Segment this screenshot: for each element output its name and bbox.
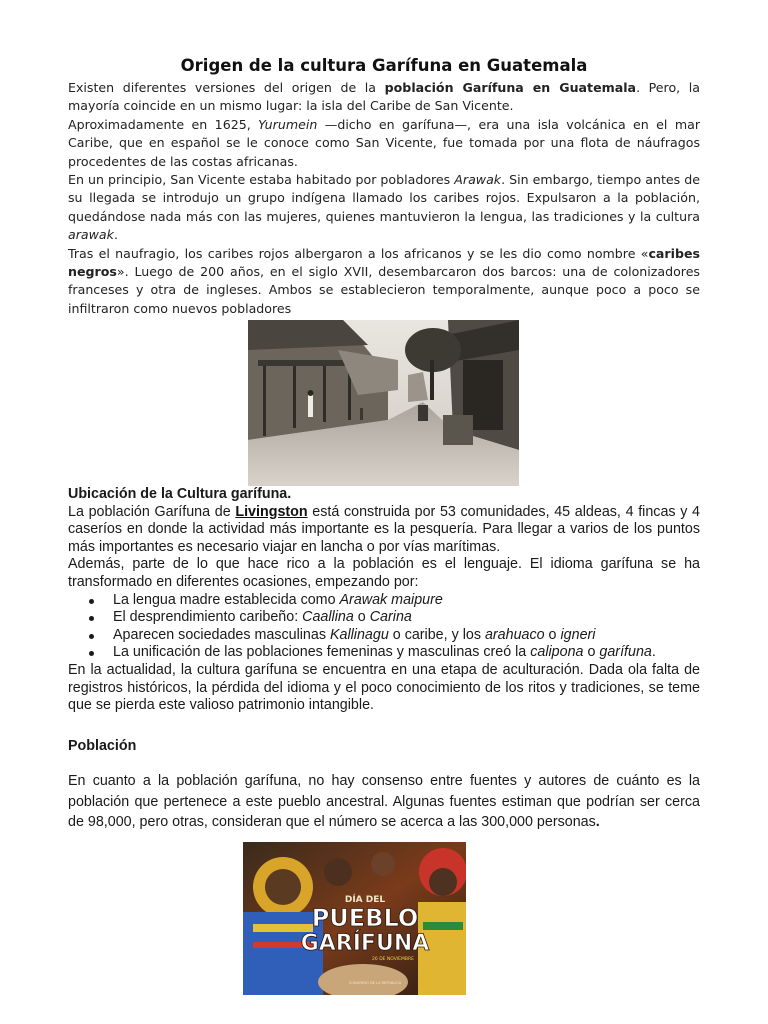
intro-paragraph-4: Tras el naufragio, los caribes rojos albergaron a los africanos y se les dio como nombre «caribes negros». Luego de 200 años, en el siglo XVII, desembarcaron dos barcos: una de colonizadores franceses y otra de ingleses. Ambos se establecieron temporalmente, aunque poco a poco se infiltraron como nuevos pobladores	[68, 245, 700, 316]
intro-section	[68, 79, 700, 318]
poster-date-text: 26 DE NOVIEMBRE	[372, 957, 414, 962]
section-heading-ubicacion: Ubicación de la Cultura garífuna.	[68, 486, 292, 502]
bullet-icon	[89, 634, 94, 639]
ubicacion-paragraph-2: Además, parte de lo que hace rico a la población es el lenguaje. El idioma garífuna se ha transformado en diferentes ocasiones, empezando por:	[68, 556, 700, 590]
italic-term: arawak	[68, 227, 114, 243]
ubicacion-section	[68, 486, 700, 715]
bullet-icon	[89, 651, 94, 656]
poster-pueblo-text: PUEBLO	[311, 904, 419, 932]
poster-day-text: DÍA DEL	[344, 895, 386, 905]
poblacion-paragraph: En cuanto a la población garífuna, no hay consenso entre fuentes y autores de cuánto es la población que pertenece a este pueblo ancestral. Algunas fuentes estiman que podrían ser cerca de 98,000, pero otras, consideran que el número se acerca a las 300,000 personas.	[68, 773, 700, 830]
intro-paragraph-1: Existen diferentes versiones del origen de la población Garífuna en Guatemala. Pero, la mayoría coincide en un mismo lugar: la isla del Caribe de San Vicente.	[68, 80, 700, 114]
pueblo-garifuna-poster	[243, 842, 466, 995]
ubicacion-paragraph-1: La población Garífuna de Livingston está construida por 53 comunidades, 45 aldeas, 4 fincas y 4 caseríos en donde la actividad más importante es la pesquería. Para llegar a varios de los puntos más importantes es necesario viajar en lancha o por vías marítimas.	[68, 503, 700, 555]
poster-garifuna-text: GARÍFUNA	[300, 931, 430, 956]
bullet-icon	[89, 616, 94, 621]
list-item: La unificación de las poblaciones femeninas y masculinas creó la calipona o garífuna.	[113, 644, 700, 662]
section-heading-poblacion: Población	[68, 738, 137, 754]
bullet-icon	[89, 599, 94, 604]
list-item: Aparecen sociedades masculinas Kallinagu o caribe, y los arahuaco o igneri	[113, 627, 700, 645]
list-item: El desprendimiento caribeño: Caallina o Carina	[113, 609, 700, 627]
bold-term: caribes negros	[68, 245, 700, 280]
poster-logo-text: CONGRESO DE LA REPÚBLICA	[348, 981, 402, 985]
intro-paragraph-2: Aproximadamente en 1625, Yurumein —dicho en garífuna—, era una isla volcánica en el mar Caribe, que en español se le conoce como San Vicente, fue tomada por una flota de náufragos procedentes de las costas africanas.	[68, 116, 700, 169]
italic-term: Yurumein	[258, 116, 318, 132]
intro-paragraph-3: En un principio, San Vicente estaba habitado por pobladores Arawak. Sin embargo, tiempo antes de su llegada se introdujo un grupo indígena llamado los caribes rojos. Expulsaron a la población, quedándose nada más con las mujeres, quienes mantuvieron la lengua, las tradiciones y la cultura arawak.	[68, 172, 700, 243]
list-item: La lengua madre establecida como Arawak maipure	[113, 592, 700, 610]
poblacion-section	[68, 771, 700, 833]
ubicacion-paragraph-3: En la actualidad, la cultura garífuna se encuentra en una etapa de aculturación. Dada ola falta de registros históricos, la pérdida del idioma y el poco conocimiento de los ritos y tradiciones, se teme que se pierda este valioso patrimonio intangible.	[68, 661, 700, 714]
italic-term: Arawak	[454, 172, 502, 188]
page-title: Origen de la cultura Garífuna en Guatemala	[180, 56, 588, 75]
bold-term: población Garífuna en Guatemala	[384, 80, 637, 95]
historic-street-photo	[248, 320, 519, 486]
livingston-link[interactable]: Livingston	[235, 503, 308, 520]
language-evolution-list	[68, 592, 700, 662]
